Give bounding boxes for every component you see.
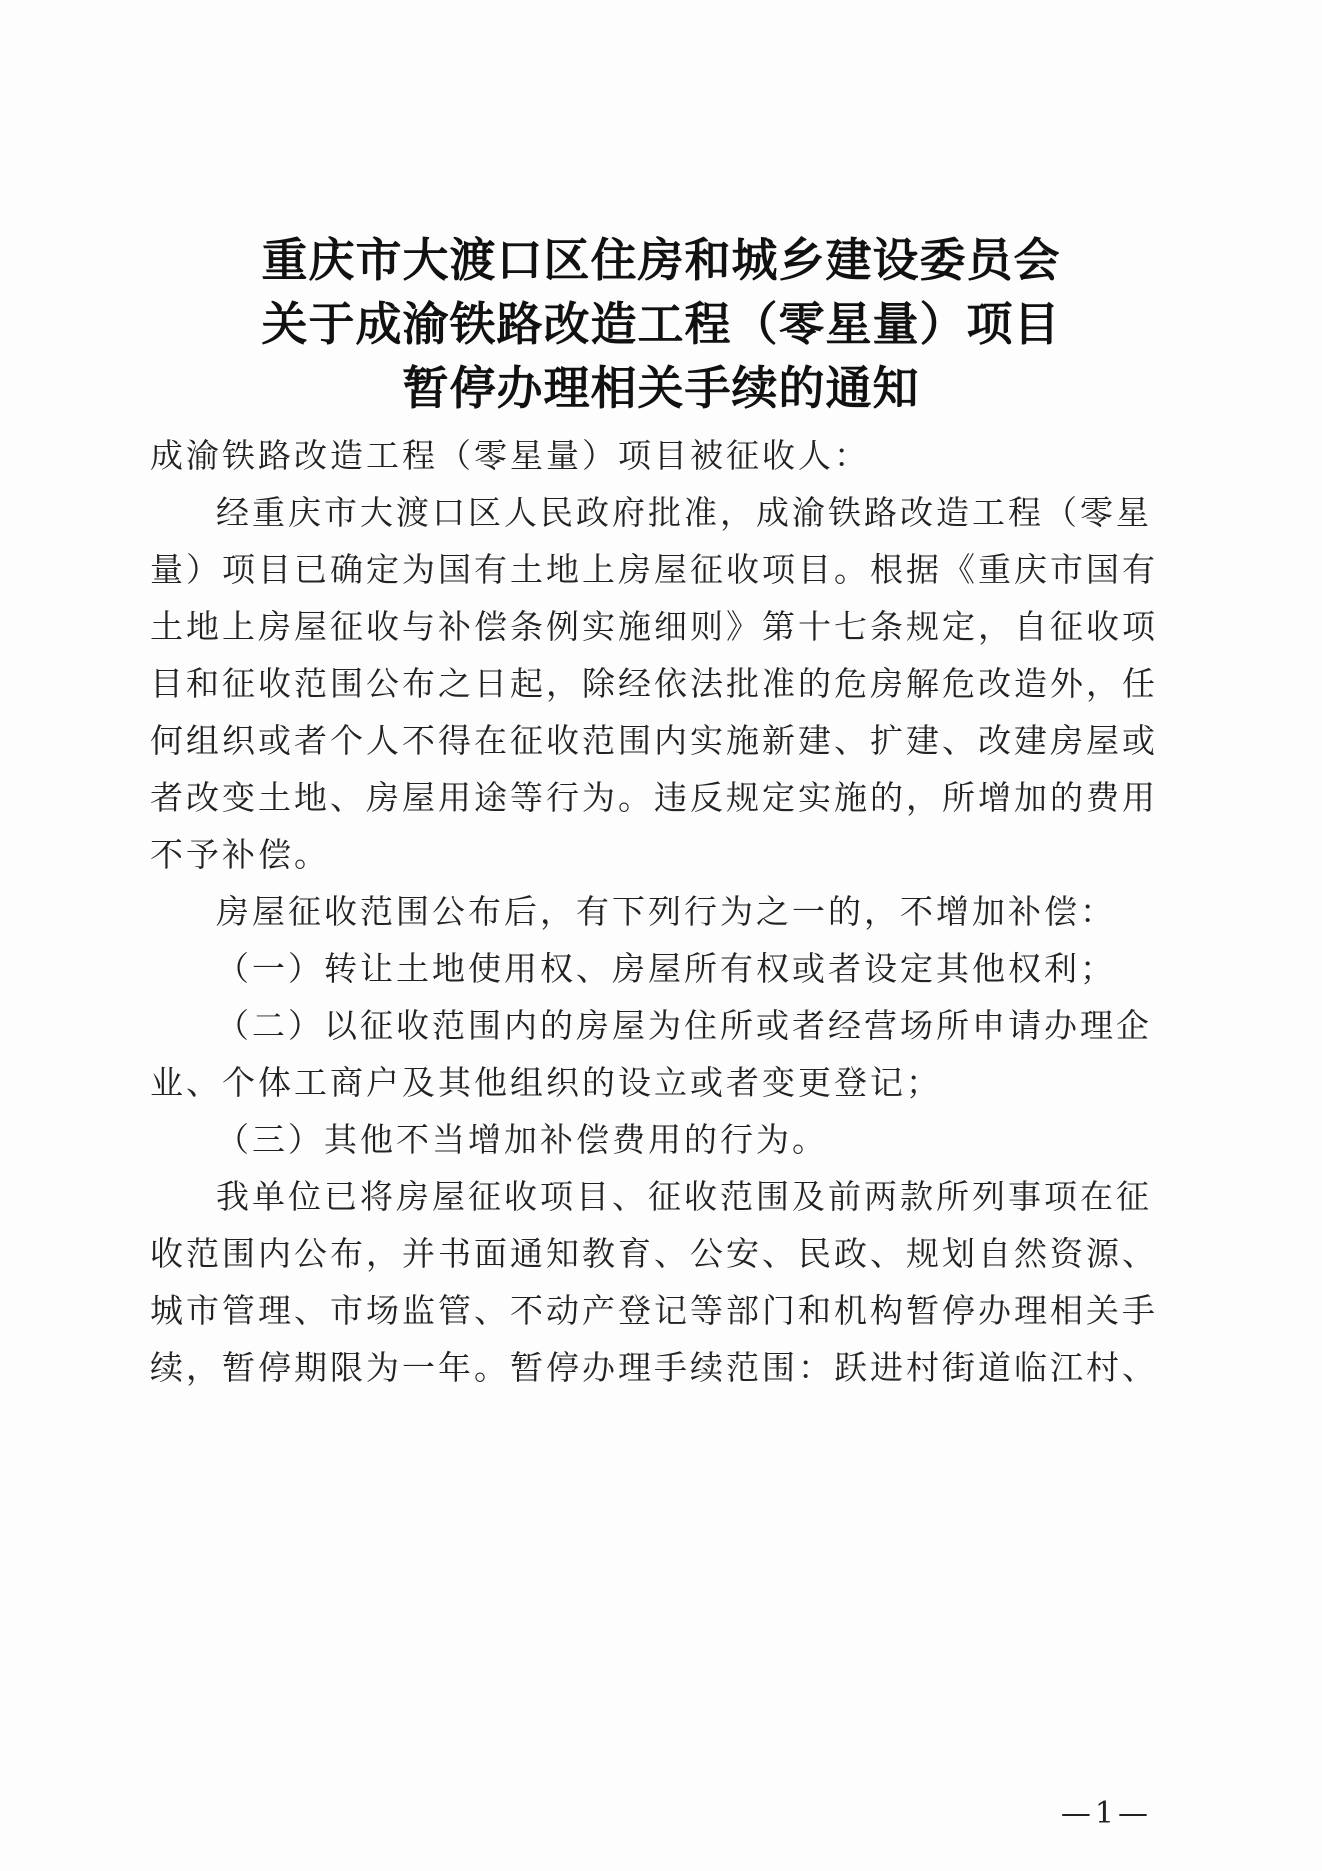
list-item-1: （一）转让土地使用权、房屋所有权或者设定其他权利；	[216, 949, 1116, 988]
body-line: 收范围内公布，并书面通知教育、公安、民政、规划自然资源、	[150, 1234, 1158, 1273]
title-line-3: 暂停办理相关手续的通知	[402, 361, 920, 415]
body-line: 何组织或者个人不得在征收范围内实施新建、扩建、改建房屋或	[150, 721, 1158, 760]
body-line: 不予补偿。	[150, 835, 330, 874]
body-line: 量）项目已确定为国有土地上房屋征收项目。根据《重庆市国有	[150, 550, 1158, 589]
document-title	[0, 228, 1322, 420]
title-line-2: 关于成渝铁路改造工程（零星量）项目	[261, 297, 1061, 351]
salutation: 成渝铁路改造工程（零星量）项目被征收人：	[150, 436, 870, 475]
page-number: —1—	[1060, 1796, 1152, 1831]
body-line: 续，暂停期限为一年。暂停办理手续范围：跃进村街道临江村、	[150, 1348, 1158, 1387]
body-line: 经重庆市大渡口区人民政府批准，成渝铁路改造工程（零星	[216, 493, 1152, 532]
body-line: 目和征收范围公布之日起，除经依法批准的危房解危改造外，任	[150, 664, 1158, 703]
body-line: 土地上房屋征收与补偿条例实施细则》第十七条规定，自征收项	[150, 607, 1158, 646]
body-line: 房屋征收范围公布后，有下列行为之一的，不增加补偿：	[216, 892, 1116, 931]
body-line: 我单位已将房屋征收项目、征收范围及前两款所列事项在征	[216, 1177, 1152, 1216]
list-item-2: （二）以征收范围内的房屋为住所或者经营场所申请办理企	[216, 1006, 1152, 1045]
list-item-3: （三）其他不当增加补偿费用的行为。	[216, 1120, 828, 1159]
list-item-2-cont: 业、个体工商户及其他组织的设立或者变更登记；	[150, 1063, 942, 1102]
body-line: 者改变土地、房屋用途等行为。违反规定实施的，所增加的费用	[150, 778, 1158, 817]
body-line: 城市管理、市场监管、不动产登记等部门和机构暂停办理相关手	[150, 1291, 1158, 1330]
title-line-1: 重庆市大渡口区住房和城乡建设委员会	[261, 233, 1061, 287]
